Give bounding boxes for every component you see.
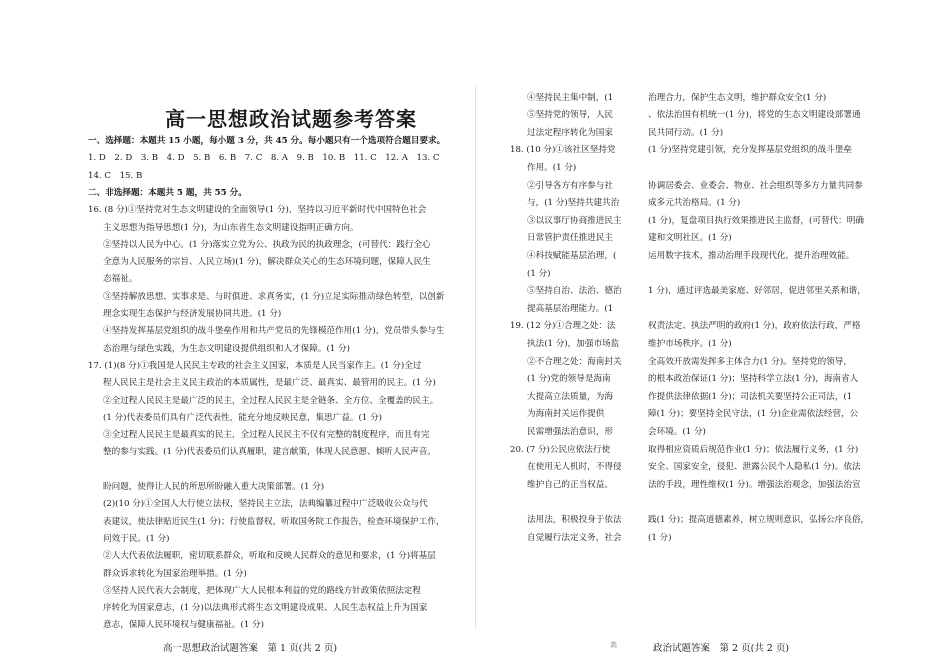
- cut-off-answer-line: 自觉履行法定义务，社会: [527, 532, 622, 543]
- answer-line: 盼问题，使得让人民的所思所盼融入重大决策部署。(1 分): [103, 482, 325, 492]
- answer-line: 1. D 2. D 3. B 4. D 5. B 6. B 7. C 8. A 9. B 10. B 11. C 12. A 13. C: [88, 153, 440, 164]
- answer-line: ②全过程人民民主是最广泛的民主，全过程人民民主是全链条、全方位、全覆盖的民主。: [103, 395, 439, 406]
- cut-off-answer-line: (1 分): [527, 268, 551, 279]
- cut-off-answer-line: ④坚持民主集中制，(1: [527, 92, 614, 103]
- right-answer-line: 1 分)，通过评选最美家庭、好邻居，促进邻里关系和谐，: [648, 286, 866, 297]
- cut-off-answer-line: 法用法，积极投身于依法: [527, 514, 622, 525]
- answer-line: (2)(10 分)①全国人大行使立法权，坚持民主立法，法典编纂过程中广泛吸收公众与代: [103, 499, 428, 510]
- right-answer-line: 建和文明社区。(1 分): [648, 233, 732, 244]
- cut-off-answer-line: 19. (12 分)①合理之处：法: [510, 321, 616, 332]
- answer-line: 序转化为国家意志，(1 分)以法典形式将生态文明建设成果、人民生态权益上升为国家: [103, 603, 428, 614]
- right-answer-line: (1 分)，复盘项目执行效果推进民主监督，(可替代：明确: [648, 215, 864, 226]
- cut-off-answer-line: 过法定程序转化为国家: [527, 127, 613, 138]
- cut-off-answer-line: 为海南封关运作提供: [527, 409, 605, 420]
- right-answer-line: 的根本政治保证(1 分)；坚持科学立法(1 分)，海南省人: [648, 374, 859, 385]
- right-answer-line: 践(1 分)；提高道德素养，树立规则意识，弘扬公序良俗，: [648, 514, 870, 525]
- right-answer-line: 维护市场秩序。(1 分): [648, 338, 732, 349]
- cut-off-answer-line: ③以议事厅协商推进民主: [527, 215, 622, 226]
- cut-off-answer-line: 民需增强法治意识，形: [527, 426, 613, 437]
- right-answer-line: 成多元共治格局。(1 分): [648, 198, 741, 209]
- right-answer-line: 取得相应资质后规范作业(1 分)；依法履行义务，(1 分): [648, 444, 859, 455]
- answer-line: 表建议，使法律贴近民生(1 分)；行使监督权，听取国务院工作报告，检查环境保护工作，: [103, 516, 445, 527]
- answer-line: 态治理与绿色实践，为生态文明建设提供组织和人才保障。(1 分): [103, 343, 350, 354]
- answer-line: ②坚持以人民为中心。(1 分)落实立党为公、执政为民的执政理念，(可替代：践行全心: [103, 239, 431, 250]
- right-answer-line: (1 分): [648, 532, 672, 543]
- footer-page-2: 政治试题答案 第 2 页(共 2 页): [653, 643, 790, 654]
- cut-off-answer-line: ④科技赋能基层治理，(: [527, 250, 617, 261]
- cut-off-answer-line: 在使用无人机时，不得侵: [527, 462, 622, 473]
- right-answer-line: 治理合力，保护生态文明，维护群众安全(1 分): [648, 92, 827, 103]
- answer-line: 问效于民。(1 分): [103, 533, 170, 544]
- answer-line: 整的参与实践。(1 分)代表委员们认真履职，建言献策，体现人民意愿、倾听人民声音。: [103, 447, 436, 458]
- document-title: 高一思想政治试题参考答案: [165, 107, 417, 131]
- answer-line: 意志，保障人民环境权与健康福祉。(1 分): [103, 620, 264, 631]
- right-answer-line: 民共同行动。(1 分): [648, 127, 724, 138]
- cut-off-answer-line: 作用。(1 分): [527, 162, 577, 173]
- answer-line: ③坚持解放思想、实事求是、与时俱进、求真务实，(1 分)立足实际推动绿色转型，以创新: [103, 291, 445, 302]
- answer-line: 全意为人民服务的宗旨、人民立场)(1 分)，解决群众关心的生态环境问题，保障人民生: [103, 257, 431, 268]
- answer-line: 理念实现生态保护与经济发展协同共进。(1 分): [103, 309, 282, 319]
- cut-off-answer-line: ②不合理之处：海南封关: [527, 356, 622, 367]
- answer-line: ④坚持发挥基层党组织的战斗堡垒作用和共产党员的先锋模范作用(1 分)，党员带头参与生: [103, 326, 445, 337]
- cut-off-answer-line: ⑤坚持自治、法治、德治: [527, 286, 622, 297]
- footer-page-2-fragment: 高: [610, 641, 617, 649]
- answer-line: 16. (8 分)①坚持党对生态文明建设的全面领导(1 分)，坚持以习近平新时代中国特色社会: [88, 205, 427, 216]
- footer-page-1: 高一思想政治试题答案 第 1 页(共 2 页): [163, 643, 338, 654]
- right-answer-line: 障(1 分)；要坚持全民守法，(1 分)企业需依法经营，公: [648, 409, 859, 420]
- answer-line: 群众诉求转化为国家治理举措。(1 分): [103, 568, 247, 579]
- cut-off-answer-line: 维护自己的正当权益。: [527, 479, 613, 490]
- cut-off-answer-line: ②引导各方有序参与社: [527, 180, 613, 191]
- right-answer-line: 全高效开放需发挥多主体合力(1 分)。坚持党的领导，: [648, 356, 852, 367]
- cut-off-answer-line: 18. (10 分)①该社区坚持党: [510, 145, 616, 156]
- answer-line: 主义思想为指导思想(1 分)，为山东省生态文明建设指明正确方向。: [103, 222, 359, 233]
- cut-off-answer-line: 提高基层治理能力。(1: [527, 303, 614, 314]
- cut-off-answer-line: 执法(1 分)，加强市场监: [527, 338, 620, 349]
- cut-off-answer-line: 与，(1 分)坚持共建共治: [527, 198, 620, 209]
- cut-off-answer-line: 日常管护责任推进民主: [527, 233, 613, 244]
- answer-line: 程人民民主是社会主义民主政治的本质属性，是最广泛、最真实、最管用的民主。(1 分): [103, 378, 436, 389]
- right-answer-line: 权责法定、执法严明的政府(1 分)，政府依法行政，严格: [648, 321, 861, 332]
- cut-off-answer-line: 20. (7 分)公民应依法行使: [510, 444, 611, 455]
- answer-line: 14. C 15. B: [88, 170, 143, 181]
- right-answer-line: 协调居委会、业委会、物业、社会组织等多方力量共同参: [648, 180, 863, 191]
- answer-line: ③坚持人民代表大会制度，把体现广大人民根本利益的党的路线方针政策依照法定程: [103, 585, 421, 596]
- answer-line: 二、非选择题：本题共 5 题，共 55 分。: [88, 187, 247, 198]
- right-answer-line: 法的手段，理性维权(1 分)。增强法治观念，加强法治宣: [648, 479, 861, 490]
- cut-off-answer-line: 大提高立法质量，为海: [527, 391, 613, 402]
- answer-line: 17. (1)(8 分)①我国是人民民主专政的社会主义国家，本质是人民当家作主。(1 分)全过: [88, 360, 422, 371]
- cut-off-answer-line: (1 分)党的领导是海南: [527, 374, 611, 385]
- right-answer-line: 会环境。(1 分): [648, 426, 706, 437]
- right-answer-line: (1 分)坚持党建引领，充分发挥基层党组织的战斗堡垒: [648, 145, 852, 156]
- answer-line: 态福祉。: [103, 274, 138, 285]
- answer-line: (1 分)代表委员们具有广泛代表性，能充分地反映民意，集思广益。(1 分): [103, 412, 383, 423]
- right-answer-line: 、依法治国有机统一(1 分)，将党的生态文明建设部署通: [648, 110, 861, 121]
- cut-off-answer-line: ⑤坚持党的领导，人民: [527, 110, 613, 121]
- answer-line: ③全过程人民民主是最真实的民主，全过程人民民主不仅有完整的制度程序，而且有完: [103, 430, 430, 441]
- right-answer-line: 作提供法律依据(1 分)；司法机关要坚持公正司法，(1: [648, 391, 853, 402]
- right-answer-line: 运用数字技术，推动治理手段现代化，提升治理效能。: [648, 250, 855, 261]
- answer-page-2: [475, 0, 950, 672]
- answer-line: 一、选择题：本题共 15 小题，每小题 3 分，共 45 分。每小题只有一个选项符合题目要求。: [88, 136, 446, 146]
- right-answer-line: 安全、国家安全，侵犯、泄露公民个人隐私(1 分)。依法: [648, 462, 861, 473]
- answer-line: ②人大代表依法履职，密切联系群众，听取和反映人民群众的意见和要求，(1 分)将基层: [103, 551, 436, 562]
